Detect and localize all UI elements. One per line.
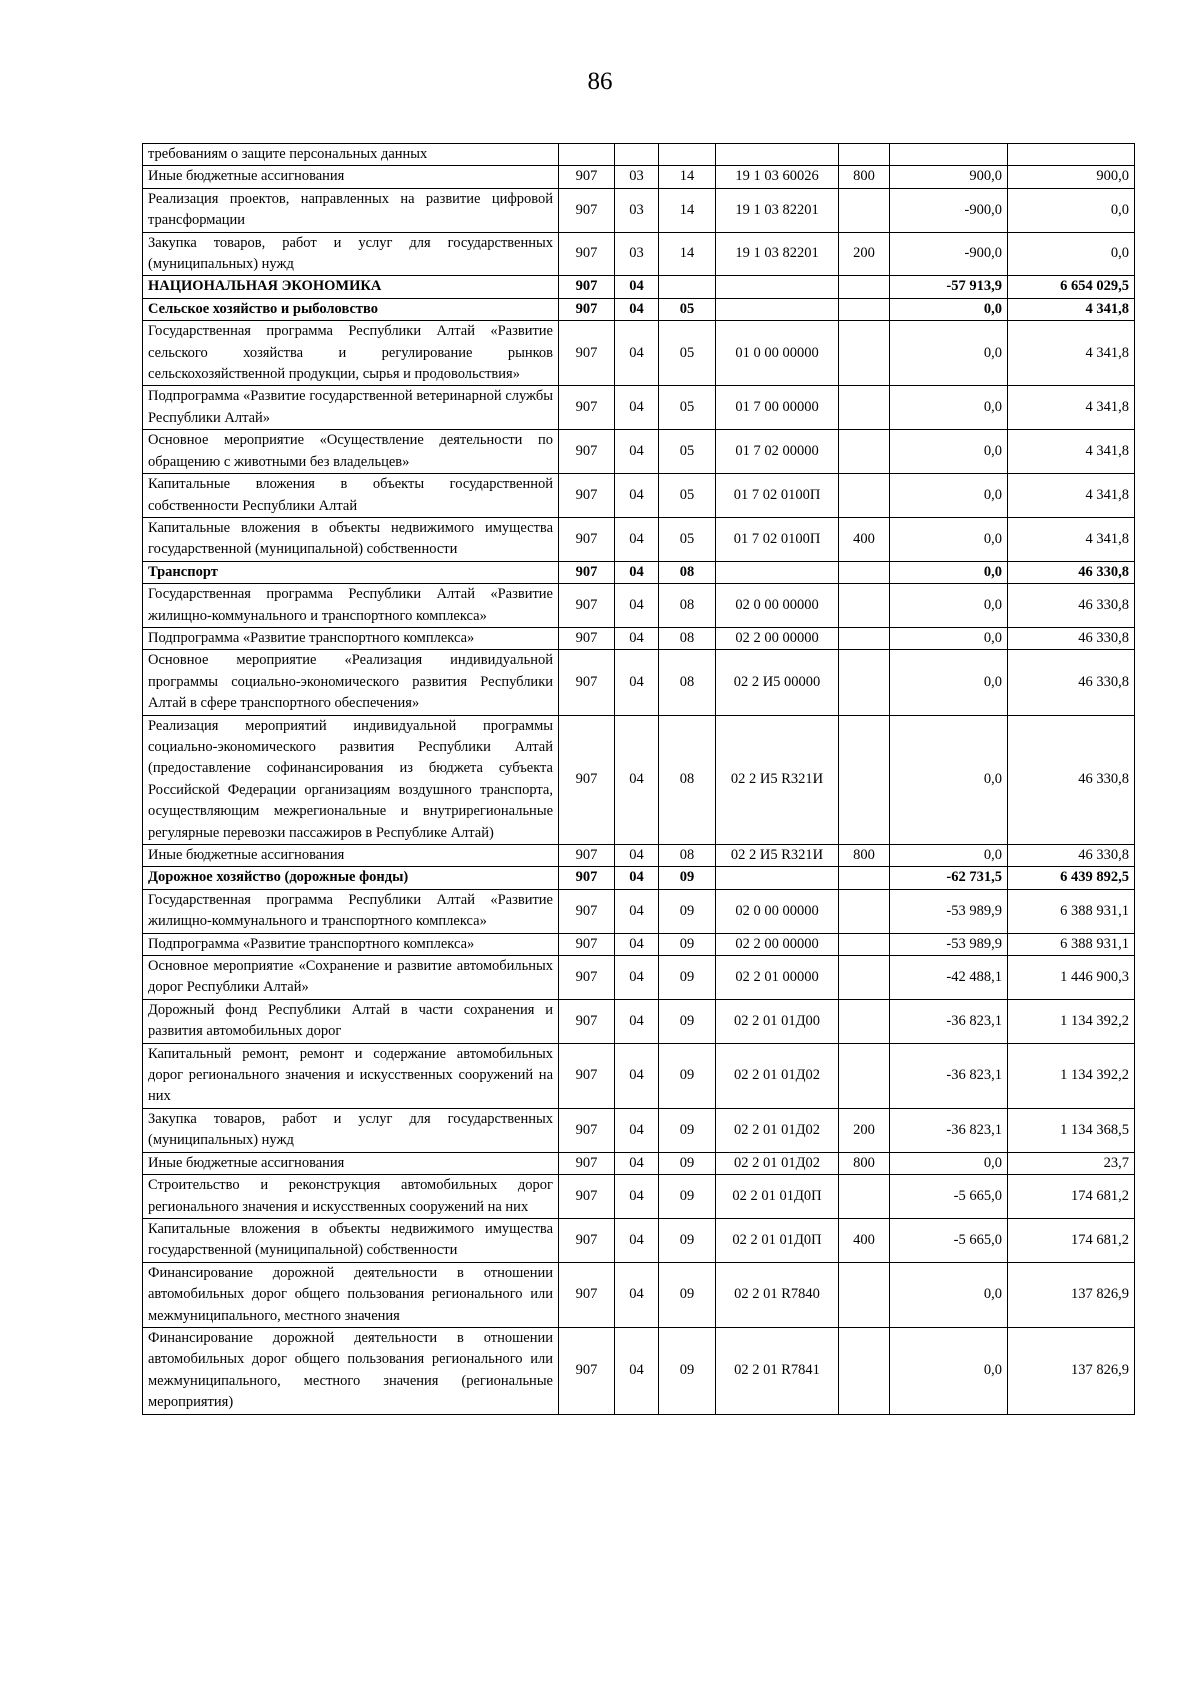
row-total-amount: 46 330,8 bbox=[1008, 627, 1135, 649]
row-total-amount: 0,0 bbox=[1008, 188, 1135, 232]
row-subsection-code bbox=[659, 144, 716, 166]
row-gr-code: 907 bbox=[559, 188, 615, 232]
row-change-amount: 900,0 bbox=[890, 166, 1008, 188]
row-gr-code: 907 bbox=[559, 166, 615, 188]
table-row bbox=[143, 1175, 1135, 1219]
table-row bbox=[143, 430, 1135, 474]
row-subsection-code: 05 bbox=[659, 474, 716, 518]
row-target-article: 02 2 И5 00000 bbox=[716, 650, 839, 715]
row-target-article: 02 2 01 R7840 bbox=[716, 1262, 839, 1327]
row-gr-code: 907 bbox=[559, 561, 615, 583]
budget-table bbox=[142, 143, 1135, 1415]
row-name: Государственная программа Республики Алтай «Развитие сельского хозяйства и регулирование рынков сельскохозяйственной продукции, сырья и продовольствия» bbox=[143, 321, 559, 386]
row-section-code: 04 bbox=[615, 1108, 659, 1152]
row-expense-type bbox=[839, 321, 890, 386]
row-total-amount: 46 330,8 bbox=[1008, 650, 1135, 715]
row-target-article bbox=[716, 276, 839, 298]
row-name: Финансирование дорожной деятельности в отношении автомобильных дорог общего пользования регионального или межмуниципального, местного значения bbox=[143, 1262, 559, 1327]
row-subsection-code: 09 bbox=[659, 999, 716, 1043]
table-row bbox=[143, 845, 1135, 867]
row-gr-code: 907 bbox=[559, 845, 615, 867]
row-name: Дорожный фонд Республики Алтай в части сохранения и развития автомобильных дорог bbox=[143, 999, 559, 1043]
row-expense-type bbox=[839, 276, 890, 298]
row-expense-type: 200 bbox=[839, 1108, 890, 1152]
row-gr-code: 907 bbox=[559, 1175, 615, 1219]
row-name: НАЦИОНАЛЬНАЯ ЭКОНОМИКА bbox=[143, 276, 559, 298]
row-expense-type bbox=[839, 474, 890, 518]
row-gr-code: 907 bbox=[559, 627, 615, 649]
row-gr-code: 907 bbox=[559, 321, 615, 386]
table-row bbox=[143, 1327, 1135, 1414]
table-row bbox=[143, 1152, 1135, 1174]
row-name: Строительство и реконструкция автомобильных дорог регионального значения и искусственных сооружений на них bbox=[143, 1175, 559, 1219]
row-target-article: 02 2 00 00000 bbox=[716, 933, 839, 955]
row-change-amount: 0,0 bbox=[890, 1327, 1008, 1414]
table-row bbox=[143, 561, 1135, 583]
row-change-amount: -36 823,1 bbox=[890, 1043, 1008, 1108]
table-row bbox=[143, 1043, 1135, 1108]
table-row bbox=[143, 1218, 1135, 1262]
row-total-amount: 6 388 931,1 bbox=[1008, 933, 1135, 955]
row-total-amount: 4 341,8 bbox=[1008, 474, 1135, 518]
row-section-code: 04 bbox=[615, 298, 659, 320]
row-subsection-code: 05 bbox=[659, 298, 716, 320]
row-expense-type: 400 bbox=[839, 517, 890, 561]
row-expense-type bbox=[839, 298, 890, 320]
row-total-amount: 1 134 368,5 bbox=[1008, 1108, 1135, 1152]
row-total-amount: 4 341,8 bbox=[1008, 321, 1135, 386]
page-number: 86 bbox=[587, 68, 613, 95]
row-expense-type: 800 bbox=[839, 1152, 890, 1174]
row-subsection-code: 08 bbox=[659, 715, 716, 844]
row-total-amount: 46 330,8 bbox=[1008, 845, 1135, 867]
row-expense-type: 800 bbox=[839, 166, 890, 188]
row-change-amount: 0,0 bbox=[890, 386, 1008, 430]
row-section-code: 04 bbox=[615, 1327, 659, 1414]
row-expense-type bbox=[839, 386, 890, 430]
row-total-amount: 46 330,8 bbox=[1008, 715, 1135, 844]
row-total-amount: 137 826,9 bbox=[1008, 1327, 1135, 1414]
row-name: Капитальный ремонт, ремонт и содержание автомобильных дорог регионального значения и искусственных сооружений на них bbox=[143, 1043, 559, 1108]
table-row bbox=[143, 386, 1135, 430]
row-change-amount: 0,0 bbox=[890, 1262, 1008, 1327]
row-section-code: 04 bbox=[615, 430, 659, 474]
row-target-article: 01 7 02 0100П bbox=[716, 474, 839, 518]
row-subsection-code: 09 bbox=[659, 933, 716, 955]
row-name: Государственная программа Республики Алтай «Развитие жилищно-коммунального и транспортного комплекса» bbox=[143, 584, 559, 628]
table-row bbox=[143, 933, 1135, 955]
row-section-code: 04 bbox=[615, 1262, 659, 1327]
row-subsection-code: 05 bbox=[659, 321, 716, 386]
row-target-article: 02 2 01 01Д00 bbox=[716, 999, 839, 1043]
row-name: Капитальные вложения в объекты недвижимого имущества государственной (муниципальной) собственности bbox=[143, 1218, 559, 1262]
row-total-amount: 6 654 029,5 bbox=[1008, 276, 1135, 298]
table-row bbox=[143, 999, 1135, 1043]
row-section-code: 04 bbox=[615, 889, 659, 933]
row-expense-type bbox=[839, 867, 890, 889]
row-total-amount: 4 341,8 bbox=[1008, 386, 1135, 430]
row-gr-code: 907 bbox=[559, 1327, 615, 1414]
row-subsection-code: 09 bbox=[659, 1327, 716, 1414]
row-gr-code: 907 bbox=[559, 867, 615, 889]
row-subsection-code: 08 bbox=[659, 845, 716, 867]
table-row bbox=[143, 517, 1135, 561]
row-expense-type bbox=[839, 715, 890, 844]
row-name: Подпрограмма «Развитие транспортного комплекса» bbox=[143, 933, 559, 955]
table-row bbox=[143, 474, 1135, 518]
row-gr-code: 907 bbox=[559, 474, 615, 518]
table-row bbox=[143, 889, 1135, 933]
row-total-amount: 4 341,8 bbox=[1008, 430, 1135, 474]
table-row bbox=[143, 867, 1135, 889]
row-target-article: 19 1 03 82201 bbox=[716, 188, 839, 232]
row-target-article: 19 1 03 60026 bbox=[716, 166, 839, 188]
row-change-amount: 0,0 bbox=[890, 715, 1008, 844]
row-change-amount: -36 823,1 bbox=[890, 999, 1008, 1043]
row-target-article: 02 2 01 01Д02 bbox=[716, 1152, 839, 1174]
row-target-article: 19 1 03 82201 bbox=[716, 232, 839, 276]
table-row bbox=[143, 715, 1135, 844]
row-expense-type bbox=[839, 1043, 890, 1108]
row-change-amount: -57 913,9 bbox=[890, 276, 1008, 298]
row-section-code: 04 bbox=[615, 933, 659, 955]
row-name: Сельское хозяйство и рыболовство bbox=[143, 298, 559, 320]
table-row bbox=[143, 166, 1135, 188]
row-name: Иные бюджетные ассигнования bbox=[143, 845, 559, 867]
row-section-code: 04 bbox=[615, 845, 659, 867]
row-section-code: 04 bbox=[615, 1043, 659, 1108]
row-target-article bbox=[716, 298, 839, 320]
row-expense-type: 800 bbox=[839, 845, 890, 867]
row-section-code: 04 bbox=[615, 650, 659, 715]
row-gr-code: 907 bbox=[559, 1043, 615, 1108]
row-gr-code: 907 bbox=[559, 1218, 615, 1262]
row-section-code: 03 bbox=[615, 188, 659, 232]
row-change-amount: -36 823,1 bbox=[890, 1108, 1008, 1152]
row-total-amount: 4 341,8 bbox=[1008, 517, 1135, 561]
row-total-amount: 6 388 931,1 bbox=[1008, 889, 1135, 933]
row-change-amount: -53 989,9 bbox=[890, 933, 1008, 955]
row-name: Государственная программа Республики Алтай «Развитие жилищно-коммунального и транспортного комплекса» bbox=[143, 889, 559, 933]
row-expense-type bbox=[839, 430, 890, 474]
row-target-article: 02 2 И5 R321И bbox=[716, 845, 839, 867]
row-section-code: 04 bbox=[615, 584, 659, 628]
row-gr-code: 907 bbox=[559, 1262, 615, 1327]
row-gr-code bbox=[559, 144, 615, 166]
row-section-code: 04 bbox=[615, 474, 659, 518]
row-target-article: 01 7 02 00000 bbox=[716, 430, 839, 474]
row-total-amount: 46 330,8 bbox=[1008, 584, 1135, 628]
row-target-article: 01 7 00 00000 bbox=[716, 386, 839, 430]
row-name: Реализация проектов, направленных на развитие цифровой трансформации bbox=[143, 188, 559, 232]
row-gr-code: 907 bbox=[559, 386, 615, 430]
row-subsection-code: 08 bbox=[659, 627, 716, 649]
row-name: Закупка товаров, работ и услуг для государственных (муниципальных) нужд bbox=[143, 232, 559, 276]
row-subsection-code: 05 bbox=[659, 430, 716, 474]
row-change-amount: 0,0 bbox=[890, 561, 1008, 583]
row-total-amount: 137 826,9 bbox=[1008, 1262, 1135, 1327]
row-subsection-code: 09 bbox=[659, 889, 716, 933]
row-total-amount: 1 134 392,2 bbox=[1008, 999, 1135, 1043]
row-subsection-code bbox=[659, 276, 716, 298]
row-target-article: 01 7 02 0100П bbox=[716, 517, 839, 561]
row-change-amount: -900,0 bbox=[890, 232, 1008, 276]
row-total-amount: 6 439 892,5 bbox=[1008, 867, 1135, 889]
row-section-code: 03 bbox=[615, 232, 659, 276]
row-change-amount: -62 731,5 bbox=[890, 867, 1008, 889]
row-target-article: 02 2 01 01Д02 bbox=[716, 1108, 839, 1152]
row-change-amount: 0,0 bbox=[890, 650, 1008, 715]
row-target-article: 02 2 И5 R321И bbox=[716, 715, 839, 844]
row-subsection-code: 14 bbox=[659, 188, 716, 232]
row-target-article: 01 0 00 00000 bbox=[716, 321, 839, 386]
table-row bbox=[143, 956, 1135, 1000]
row-change-amount: -42 488,1 bbox=[890, 956, 1008, 1000]
row-name: Транспорт bbox=[143, 561, 559, 583]
row-change-amount: 0,0 bbox=[890, 321, 1008, 386]
row-target-article: 02 2 01 00000 bbox=[716, 956, 839, 1000]
row-total-amount: 46 330,8 bbox=[1008, 561, 1135, 583]
table-row bbox=[143, 144, 1135, 166]
row-subsection-code: 09 bbox=[659, 1262, 716, 1327]
table-row bbox=[143, 232, 1135, 276]
row-target-article: 02 2 01 01Д0П bbox=[716, 1175, 839, 1219]
row-change-amount: -900,0 bbox=[890, 188, 1008, 232]
row-total-amount: 23,7 bbox=[1008, 1152, 1135, 1174]
row-change-amount: 0,0 bbox=[890, 430, 1008, 474]
row-expense-type bbox=[839, 889, 890, 933]
row-target-article bbox=[716, 867, 839, 889]
table-row bbox=[143, 1262, 1135, 1327]
row-change-amount: 0,0 bbox=[890, 474, 1008, 518]
row-gr-code: 907 bbox=[559, 956, 615, 1000]
row-expense-type bbox=[839, 1175, 890, 1219]
row-total-amount: 900,0 bbox=[1008, 166, 1135, 188]
row-expense-type bbox=[839, 999, 890, 1043]
row-gr-code: 907 bbox=[559, 1152, 615, 1174]
table-row bbox=[143, 298, 1135, 320]
row-subsection-code: 05 bbox=[659, 517, 716, 561]
row-section-code: 04 bbox=[615, 1175, 659, 1219]
row-change-amount: -53 989,9 bbox=[890, 889, 1008, 933]
row-name: Основное мероприятие «Сохранение и развитие автомобильных дорог Республики Алтай» bbox=[143, 956, 559, 1000]
row-subsection-code: 08 bbox=[659, 561, 716, 583]
row-section-code: 04 bbox=[615, 867, 659, 889]
row-subsection-code: 05 bbox=[659, 386, 716, 430]
row-name: Финансирование дорожной деятельности в отношении автомобильных дорог общего пользования регионального или межмуниципального, местного значения (региональные мероприятия) bbox=[143, 1327, 559, 1414]
row-total-amount: 1 134 392,2 bbox=[1008, 1043, 1135, 1108]
row-subsection-code: 09 bbox=[659, 1108, 716, 1152]
row-gr-code: 907 bbox=[559, 430, 615, 474]
table-row bbox=[143, 650, 1135, 715]
row-expense-type bbox=[839, 933, 890, 955]
row-section-code: 03 bbox=[615, 166, 659, 188]
table-row bbox=[143, 188, 1135, 232]
row-section-code: 04 bbox=[615, 1218, 659, 1262]
table-row bbox=[143, 276, 1135, 298]
row-section-code: 04 bbox=[615, 956, 659, 1000]
row-name: Закупка товаров, работ и услуг для государственных (муниципальных) нужд bbox=[143, 1108, 559, 1152]
row-name: требованиям о защите персональных данных bbox=[143, 144, 559, 166]
row-name: Реализация мероприятий индивидуальной программы социально-экономического развития Республики Алтай (предоставление софинансирования из бюджета субъекта Российской Федерации организациям воздушного транспорта, осуществляющим межрегиональные и внутрирегиональные регулярные перевозки пассажиров в Республике Алтай) bbox=[143, 715, 559, 844]
row-target-article: 02 0 00 00000 bbox=[716, 889, 839, 933]
row-target-article bbox=[716, 561, 839, 583]
row-section-code: 04 bbox=[615, 276, 659, 298]
row-total-amount: 174 681,2 bbox=[1008, 1218, 1135, 1262]
row-expense-type: 200 bbox=[839, 232, 890, 276]
row-name: Подпрограмма «Развитие транспортного комплекса» bbox=[143, 627, 559, 649]
row-change-amount bbox=[890, 144, 1008, 166]
table-row bbox=[143, 627, 1135, 649]
row-expense-type bbox=[839, 584, 890, 628]
row-name: Основное мероприятие «Реализация индивидуальной программы социально-экономического развития Республики Алтай в сфере транспортного обеспечения» bbox=[143, 650, 559, 715]
row-subsection-code: 09 bbox=[659, 1175, 716, 1219]
row-gr-code: 907 bbox=[559, 276, 615, 298]
row-expense-type bbox=[839, 627, 890, 649]
row-total-amount bbox=[1008, 144, 1135, 166]
row-change-amount: 0,0 bbox=[890, 845, 1008, 867]
row-total-amount: 174 681,2 bbox=[1008, 1175, 1135, 1219]
row-subsection-code: 09 bbox=[659, 1218, 716, 1262]
row-change-amount: -5 665,0 bbox=[890, 1218, 1008, 1262]
row-gr-code: 907 bbox=[559, 933, 615, 955]
row-name: Основное мероприятие «Осуществление деятельности по обращению с животными без владельцев» bbox=[143, 430, 559, 474]
row-gr-code: 907 bbox=[559, 650, 615, 715]
row-section-code: 04 bbox=[615, 715, 659, 844]
row-subsection-code: 09 bbox=[659, 956, 716, 1000]
row-section-code: 04 bbox=[615, 1152, 659, 1174]
row-target-article: 02 2 01 R7841 bbox=[716, 1327, 839, 1414]
row-target-article bbox=[716, 144, 839, 166]
row-gr-code: 907 bbox=[559, 298, 615, 320]
row-gr-code: 907 bbox=[559, 715, 615, 844]
row-name: Подпрограмма «Развитие государственной ветеринарной службы Республики Алтай» bbox=[143, 386, 559, 430]
row-target-article: 02 0 00 00000 bbox=[716, 584, 839, 628]
row-section-code: 04 bbox=[615, 999, 659, 1043]
row-target-article: 02 2 00 00000 bbox=[716, 627, 839, 649]
row-subsection-code: 14 bbox=[659, 166, 716, 188]
row-section-code bbox=[615, 144, 659, 166]
row-change-amount: 0,0 bbox=[890, 627, 1008, 649]
row-name: Дорожное хозяйство (дорожные фонды) bbox=[143, 867, 559, 889]
row-change-amount: 0,0 bbox=[890, 584, 1008, 628]
row-expense-type bbox=[839, 650, 890, 715]
row-gr-code: 907 bbox=[559, 584, 615, 628]
row-expense-type bbox=[839, 1262, 890, 1327]
row-gr-code: 907 bbox=[559, 517, 615, 561]
table-row bbox=[143, 1108, 1135, 1152]
row-change-amount: 0,0 bbox=[890, 517, 1008, 561]
row-expense-type bbox=[839, 144, 890, 166]
row-expense-type: 400 bbox=[839, 1218, 890, 1262]
row-subsection-code: 09 bbox=[659, 1152, 716, 1174]
row-gr-code: 907 bbox=[559, 999, 615, 1043]
row-expense-type bbox=[839, 1327, 890, 1414]
row-subsection-code: 14 bbox=[659, 232, 716, 276]
row-section-code: 04 bbox=[615, 627, 659, 649]
row-name: Иные бюджетные ассигнования bbox=[143, 1152, 559, 1174]
row-subsection-code: 08 bbox=[659, 584, 716, 628]
row-gr-code: 907 bbox=[559, 1108, 615, 1152]
row-expense-type bbox=[839, 188, 890, 232]
row-section-code: 04 bbox=[615, 386, 659, 430]
row-subsection-code: 09 bbox=[659, 867, 716, 889]
row-subsection-code: 08 bbox=[659, 650, 716, 715]
row-gr-code: 907 bbox=[559, 889, 615, 933]
row-total-amount: 1 446 900,3 bbox=[1008, 956, 1135, 1000]
row-target-article: 02 2 01 01Д0П bbox=[716, 1218, 839, 1262]
row-section-code: 04 bbox=[615, 561, 659, 583]
row-subsection-code: 09 bbox=[659, 1043, 716, 1108]
row-section-code: 04 bbox=[615, 321, 659, 386]
row-total-amount: 0,0 bbox=[1008, 232, 1135, 276]
row-gr-code: 907 bbox=[559, 232, 615, 276]
row-expense-type bbox=[839, 561, 890, 583]
row-change-amount: 0,0 bbox=[890, 298, 1008, 320]
row-total-amount: 4 341,8 bbox=[1008, 298, 1135, 320]
row-section-code: 04 bbox=[615, 517, 659, 561]
row-expense-type bbox=[839, 956, 890, 1000]
table-row bbox=[143, 321, 1135, 386]
row-target-article: 02 2 01 01Д02 bbox=[716, 1043, 839, 1108]
row-change-amount: -5 665,0 bbox=[890, 1175, 1008, 1219]
table-row bbox=[143, 584, 1135, 628]
row-name: Иные бюджетные ассигнования bbox=[143, 166, 559, 188]
row-name: Капитальные вложения в объекты государственной собственности Республики Алтай bbox=[143, 474, 559, 518]
row-name: Капитальные вложения в объекты недвижимого имущества государственной (муниципальной) собственности bbox=[143, 517, 559, 561]
row-change-amount: 0,0 bbox=[890, 1152, 1008, 1174]
